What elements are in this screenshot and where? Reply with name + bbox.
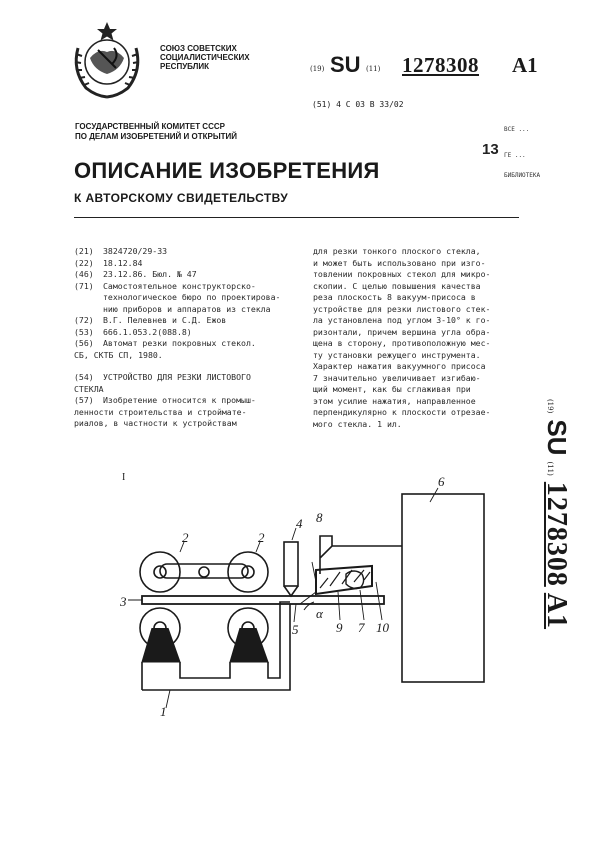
- applicant-line: нию приборов и аппаратов из стекла: [103, 303, 271, 314]
- biblio-row: [74, 258, 306, 270]
- side-number-label: (11): [546, 461, 554, 476]
- udc-code: 666.1.053.2(088.8): [103, 326, 192, 337]
- side-patent-number: 1278308: [541, 481, 572, 587]
- applicant-line: Самостоятельное конструкторско-: [103, 280, 256, 291]
- ussr-emblem: [68, 18, 146, 100]
- glass-sheet: [142, 596, 384, 604]
- reference-line: СБ, СКТБ СП, 1980.: [74, 349, 163, 360]
- field-code: (71): [74, 280, 94, 291]
- field-code: (57): [74, 395, 94, 405]
- abstract-line: скопии. С целью повышения качества: [313, 280, 481, 291]
- leader-lines: [128, 488, 438, 708]
- label-6: 6: [438, 474, 445, 489]
- applicant-line: технологическое бюро по проектирова-: [103, 292, 281, 302]
- ipc-classification: (51) 4 C 03 B 33/02: [312, 100, 404, 109]
- side-country-code: SU: [542, 419, 572, 456]
- side-kind-code: A1: [541, 592, 572, 630]
- document-number: [310, 52, 570, 78]
- cutter-tip: [284, 586, 298, 596]
- invention-title-line: УСТРОЙСТВО ДЛЯ РЕЗКИ ЛИСТОВОГО: [103, 372, 251, 382]
- abstract-line: Характер нажатия вакуумного присоса: [313, 361, 486, 371]
- biblio-row: [74, 315, 306, 327]
- biblio-row: [74, 372, 306, 384]
- side-code-label: (19): [546, 398, 554, 414]
- pad: [346, 571, 364, 589]
- union-name-line: СОЮЗ СОВЕТСКИХ: [160, 44, 237, 53]
- stamp-line: ВСЕ ...: [504, 126, 530, 133]
- abstract-line: ту установки режущего инструмента.: [313, 349, 481, 360]
- technical-drawing: [120, 462, 500, 722]
- biblio-row: [74, 246, 306, 258]
- abstract-line: щий момент, как бы сглаживая при: [313, 384, 471, 394]
- abstract-line: Изобретение относится к промыш-: [103, 395, 256, 405]
- stamp-line: ГЕ ...: [504, 152, 526, 159]
- publication-date: 23.12.86. Бюл. № 47: [103, 269, 197, 279]
- abstract-line: мого стекла. 1 ил.: [313, 418, 402, 429]
- field-code: (56): [74, 338, 94, 348]
- union-name-line: РЕСПУБЛИК: [160, 62, 209, 71]
- field-code: (53): [74, 326, 94, 337]
- abstract-line: 7 значительно увеличивает изгибаю-: [313, 372, 481, 383]
- country-code-label: (19): [310, 65, 325, 73]
- belt-pulley: [199, 567, 209, 577]
- cutter-tool: [284, 542, 298, 586]
- abstract-line: реза плоскость 8 вакуум-присоса в: [313, 292, 476, 302]
- union-name-line: СОЦИАЛИСТИЧЕСКИХ: [160, 53, 250, 62]
- corner-mark: I: [122, 472, 126, 483]
- field-code: (46): [74, 269, 94, 279]
- abstract-line: перпендикулярно к плоскости отрезае-: [313, 407, 491, 417]
- patent-number: 1278308: [402, 53, 479, 77]
- abstract-line: щена в сторону, противоположную мес-: [313, 338, 491, 348]
- roller-support: [142, 628, 180, 662]
- side-code-row: [540, 399, 572, 629]
- roller-support: [230, 628, 268, 662]
- abstract-line: ризонтали, причем вершина угла обра-: [313, 326, 491, 337]
- application-number: 3824720/29-33: [103, 246, 168, 256]
- inventors: В.Г. Пелевнев и С.Д. Ежов: [103, 315, 227, 325]
- stamp-number: 13: [482, 141, 499, 158]
- document-title: ОПИСАНИЕ ИЗОБРЕТЕНИЯ: [74, 158, 380, 183]
- abstract-line: риалов, в частности к устройствам: [74, 418, 237, 428]
- filing-date: 18.12.84: [103, 257, 143, 268]
- union-name: [160, 44, 250, 71]
- label-4: 4: [296, 516, 303, 531]
- label-alpha: α: [316, 606, 323, 621]
- abstract-line: ленности строительства и строймате-: [74, 406, 247, 417]
- number-label: (11): [366, 65, 381, 73]
- label-5: 5: [292, 622, 299, 637]
- document-subtitle: К АВТОРСКОМУ СВИДЕТЕЛЬСТВУ: [74, 191, 289, 205]
- label-2: 2: [182, 530, 189, 545]
- abstract-column: [313, 246, 525, 430]
- field-code: (54): [74, 372, 94, 382]
- invention-title-line: СТЕКЛА: [74, 383, 104, 394]
- biblio-row: [74, 327, 306, 339]
- cutter-housing: [402, 494, 484, 682]
- bibliographic-data: [74, 246, 306, 430]
- field-code: (72): [74, 315, 94, 325]
- label-7: 7: [358, 620, 365, 635]
- kind-code: A1: [512, 53, 538, 77]
- abstract-line: ла установлена под углом 3-10° к го-: [313, 315, 491, 325]
- committee-line: ПО ДЕЛАМ ИЗОБРЕТЕНИЙ И ОТКРЫТИЙ: [75, 132, 238, 141]
- abstract-line: для резки тонкого плоского стекла,: [313, 246, 481, 256]
- abstract-line: товлении покровных стекол для микро-: [313, 269, 491, 279]
- biblio-row: [74, 338, 306, 350]
- biblio-row: [74, 269, 306, 281]
- label-10: 10: [376, 620, 389, 635]
- committee-line: ГОСУДАРСТВЕННЫЙ КОМИТЕТ СССР: [75, 122, 225, 131]
- label-9: 9: [336, 620, 343, 635]
- reference-line: Автомат резки покровных стекол.: [103, 338, 256, 348]
- side-document-code: [525, 334, 587, 694]
- country-code: SU: [330, 52, 361, 77]
- library-stamp: [470, 124, 570, 194]
- abstract-line: и может быть использовано при изго-: [313, 257, 486, 268]
- label-2: 2: [258, 530, 265, 545]
- field-code: (21): [74, 246, 94, 256]
- angle-marker: [300, 592, 316, 610]
- divider: [74, 217, 519, 218]
- field-code: (22): [74, 257, 94, 268]
- abstract-line: этом усилие нажатия, направленное: [313, 395, 476, 406]
- committee-name: [75, 122, 237, 142]
- biblio-row: [74, 395, 306, 407]
- label-1: 1: [160, 704, 167, 719]
- stamp-line: БИБЛИОТЕКА: [504, 172, 541, 179]
- drive-belt: [160, 564, 248, 578]
- label-8: 8: [316, 510, 323, 525]
- biblio-row: [74, 281, 306, 293]
- abstract-line: устройстве для резки листового стек-: [313, 303, 491, 314]
- label-3: 3: [120, 594, 127, 609]
- spacer: [74, 361, 306, 372]
